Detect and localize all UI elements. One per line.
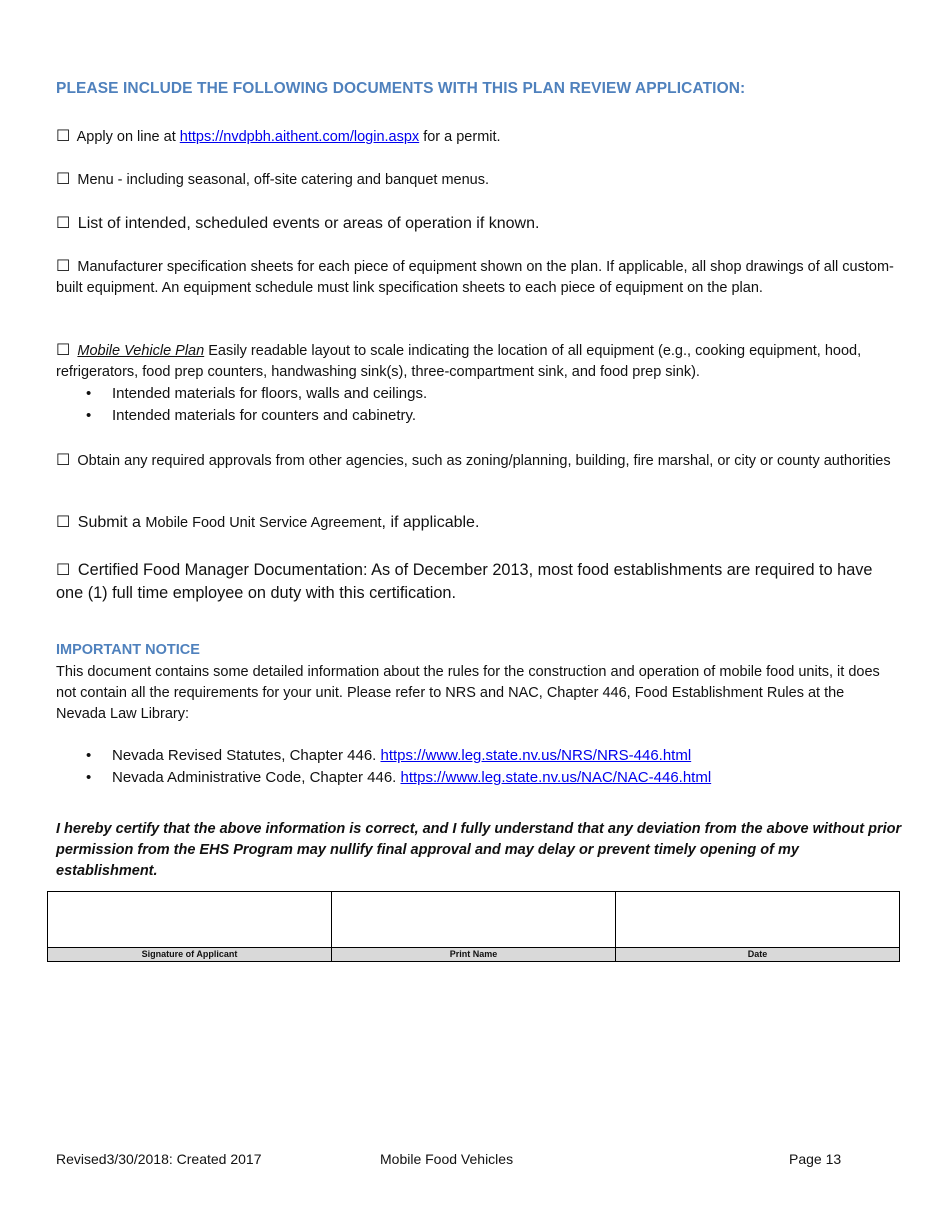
list-item: • Intended materials for floors, walls and ceilings. bbox=[112, 383, 896, 405]
signature-field[interactable] bbox=[48, 892, 332, 948]
checklist-item-approvals bbox=[56, 449, 896, 472]
signature-table bbox=[47, 891, 900, 962]
list-item: • Intended materials for counters and cabinetry. bbox=[112, 405, 896, 427]
signature-label: Signature of Applicant bbox=[48, 948, 332, 962]
checklist-item-manager bbox=[56, 558, 896, 605]
notice-body: This document contains some detailed information about the rules for the construction and operation of mobile food units, it does not contain all the requirements for your unit. Please refer to NRS and NAC, Chapter 446, Food Establishment Rules at the Nevada Law Library: bbox=[56, 664, 880, 722]
certification-statement: I hereby certify that the above information is correct, and I fully understand that any deviation from the above without prior permission from the EHS Program may nullify final approval and may delay or prevent timely opening of my establishment. bbox=[56, 821, 902, 879]
nrs-link[interactable]: https://www.leg.state.nv.us/NRS/NRS-446.html bbox=[380, 747, 692, 764]
specs-text: Manufacturer specification sheets for each piece of equipment shown on the plan. If applicable, all shop drawings of all custom-built equipment. An equipment schedule must link specification sheets to each piece of equipment on the plan. bbox=[56, 259, 894, 296]
checklist-item-specs bbox=[56, 255, 896, 299]
footer-title: Mobile Food Vehicles bbox=[380, 1151, 514, 1167]
menu-text: Menu - including seasonal, off-site catering and banquet menus. bbox=[77, 172, 490, 188]
checklist-item-events bbox=[56, 211, 896, 235]
checkbox-icon[interactable]: ☐ bbox=[56, 169, 71, 188]
nac-label: Nevada Administrative Code, Chapter 446. bbox=[112, 769, 401, 786]
print-name-label: Print Name bbox=[332, 948, 616, 962]
checkbox-icon[interactable]: ☐ bbox=[56, 512, 71, 531]
checklist-item-agreement bbox=[56, 511, 896, 534]
list-item bbox=[112, 745, 896, 767]
checklist-item-apply bbox=[56, 125, 896, 148]
checkbox-icon[interactable]: ☐ bbox=[56, 450, 71, 469]
date-field[interactable] bbox=[616, 892, 900, 948]
checkbox-icon[interactable]: ☐ bbox=[56, 560, 71, 579]
apply-suffix: for a permit. bbox=[419, 129, 501, 145]
agreement-suffix: , if applicable. bbox=[381, 514, 480, 531]
checklist-item-plan bbox=[56, 339, 896, 427]
nrs-label: Nevada Revised Statutes, Chapter 446. bbox=[112, 747, 381, 764]
checkbox-icon[interactable]: ☐ bbox=[56, 213, 71, 232]
agreement-prefix: Submit a bbox=[77, 514, 146, 531]
list-item bbox=[112, 767, 896, 789]
law-links-list bbox=[56, 745, 896, 789]
plan-title: Mobile Vehicle Plan bbox=[77, 343, 205, 359]
manager-text: Certified Food Manager Documentation: As of December 2013, most food establishments are required to have one (1) full time employee on duty with this certification. bbox=[56, 561, 873, 602]
section-heading: PLEASE INCLUDE THE FOLLOWING DOCUMENTS WITH THIS PLAN REVIEW APPLICATION: bbox=[56, 80, 746, 97]
checklist-item-menu bbox=[56, 168, 896, 191]
permit-portal-link[interactable]: https://nvdpbh.aithent.com/login.aspx bbox=[179, 129, 420, 145]
footer-revised: Revised3/30/2018: Created 2017 bbox=[56, 1151, 262, 1167]
print-name-field[interactable] bbox=[332, 892, 616, 948]
plan-bullet-list bbox=[56, 383, 896, 427]
approvals-text: Obtain any required approvals from other agencies, such as zoning/planning, building, fire marshal, or city or county authorities bbox=[77, 453, 891, 469]
checkbox-icon[interactable]: ☐ bbox=[56, 126, 71, 145]
notice-title: IMPORTANT NOTICE bbox=[56, 642, 200, 658]
agreement-name: Mobile Food Unit Service Agreement bbox=[145, 515, 382, 531]
nac-link[interactable]: https://www.leg.state.nv.us/NAC/NAC-446.html bbox=[400, 769, 712, 786]
checkbox-icon[interactable]: ☐ bbox=[56, 340, 71, 359]
plan-text: Easily readable layout to scale indicating the location of all equipment (e.g., cooking equipment, hood, refrigerators, food prep counters, handwashing sink(s), three-compartment sink, and food prep sink). bbox=[56, 343, 862, 380]
apply-prefix: Apply on line at bbox=[76, 129, 180, 145]
checkbox-icon[interactable]: ☐ bbox=[56, 256, 71, 275]
date-label: Date bbox=[616, 948, 900, 962]
footer-page-number: Page 13 bbox=[789, 1151, 842, 1167]
events-text: List of intended, scheduled events or areas of operation if known. bbox=[77, 215, 540, 232]
